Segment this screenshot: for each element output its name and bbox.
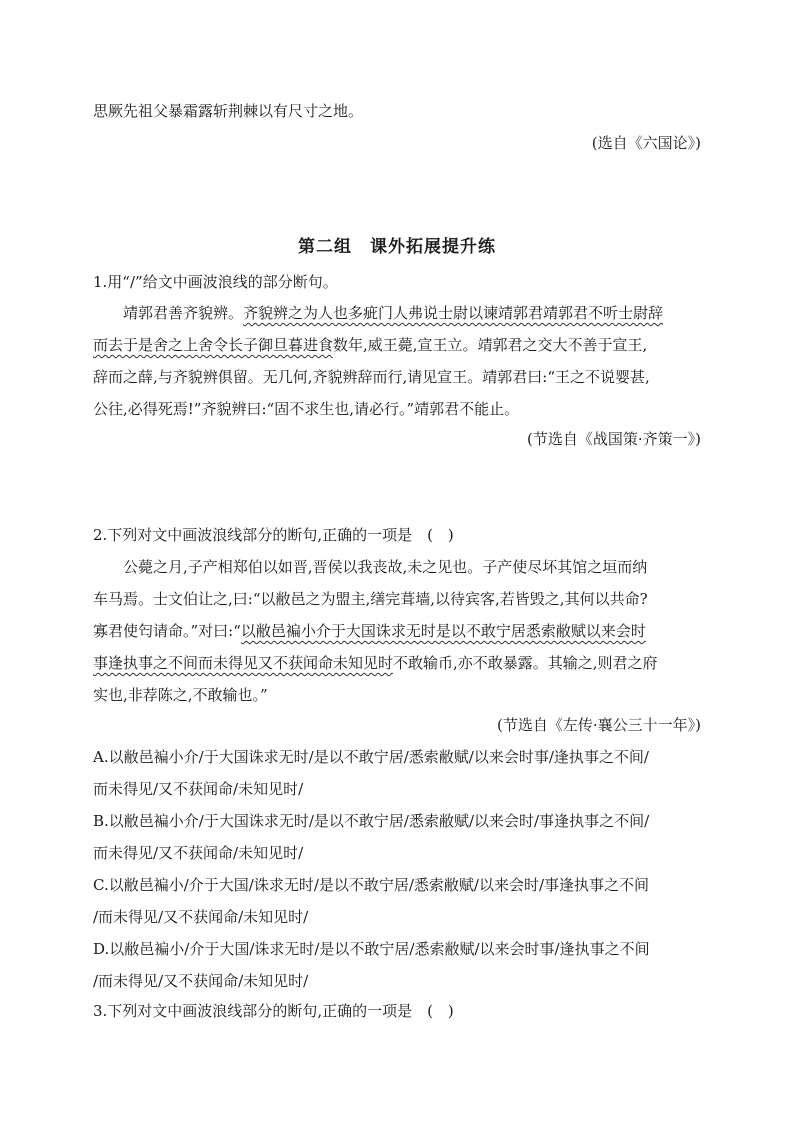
section-title: 第二组 课外拓展提升练 <box>298 237 496 257</box>
question-1-prompt: 1.用“/”给文中画波浪线的部分断句。 <box>93 273 338 291</box>
option-c-continued: /而未得见/又不获闻命/未知见时/ <box>93 908 309 926</box>
passage-text: 不敢输币,亦不敢暴露。其输之,则君之府 <box>393 654 658 672</box>
wavy-underlined-text: 以敝邑褊小介于大国诛求无时是以不敢宁居悉索敝赋以来会时 <box>240 622 646 640</box>
passage-line <box>93 620 703 642</box>
wavy-underlined-text: 齐貌辨之为人也多疵门人弗说士尉以谏靖郭君靖郭君不听士尉辞 <box>243 304 664 322</box>
source-citation: (节选自《战国策·齐策一》) <box>527 430 701 448</box>
option-d[interactable]: D.以敝邑褊小/介于大国/诛求无时/是以不敢宁居/悉索敝赋/以来会时事/逢执事之不间 <box>93 940 650 958</box>
option-b[interactable]: B.以敝邑褊小介/于大国诛求无时/是以不敢宁居/悉索敝赋/以来会时/事逢执事之不间/ <box>93 812 650 830</box>
text-line: 思厥先祖父暴霜露斩荆棘以有尺寸之地。 <box>93 102 364 120</box>
passage-text: 数年,威王薨,宣王立。靖郭君之交大不善于宣王, <box>333 336 648 354</box>
passage-line: 辞而之薛,与齐貌辨俱留。无几何,齐貌辨辞而行,请见宣王。靖郭君曰:“王之不说婴甚, <box>93 368 650 386</box>
passage-line: 公薨之月,子产相郑伯以如晋,晋侯以我丧故,未之见也。子产使尽坏其馆之垣而纳 <box>123 558 648 576</box>
passage-line: 公往,必得死焉!”齐貌辨曰:“固不求生也,请必行。”靖郭君不能止。 <box>93 400 520 418</box>
option-a-continued: 而未得见/又不获闻命/未知见时/ <box>93 780 304 798</box>
option-d-continued: /而未得见/又不获闻命/未知见时/ <box>93 972 309 990</box>
source-citation: (选自《六国论》) <box>591 134 701 152</box>
passage-text: 寡君使匄请命。”对曰:“ <box>93 622 241 640</box>
passage-line <box>123 302 703 324</box>
option-c[interactable]: C.以敝邑褊小/介于大国/诛求无时/是以不敢宁居/悉索敝赋/以来会时/事逢执事之不间 <box>93 876 650 894</box>
option-a[interactable]: A.以敝邑褊小介/于大国诛求无时/是以不敢宁居/悉索敝赋/以来会时事/逢执事之不间/ <box>93 748 649 766</box>
passage-line: 实也,非荐陈之,不敢输也。” <box>93 686 268 704</box>
passage-line <box>93 334 703 356</box>
wavy-underlined-text: 事逢执事之不间而未得见又不获闻命未知见时 <box>93 654 394 672</box>
passage-line <box>93 652 703 674</box>
passage-line: 车马焉。士文伯让之,曰:“以敝邑之为盟主,缮完葺墙,以待宾客,若皆毁之,其何以共命? <box>93 590 648 608</box>
wavy-underlined-text: 而去于是舍之上舍令长子御旦暮进食 <box>93 336 334 354</box>
option-b-continued: 而未得见/又不获闻命/未知见时/ <box>93 844 304 862</box>
source-citation: (节选自《左传·襄公三十一年》) <box>497 716 701 734</box>
question-2-prompt: 2.下列对文中画波浪线部分的断句,正确的一项是 ( ) <box>93 526 454 544</box>
passage-text: 靖郭君善齐貌辨。 <box>123 304 244 322</box>
question-3-prompt: 3.下列对文中画波浪线部分的断句,正确的一项是 ( ) <box>93 1002 454 1020</box>
